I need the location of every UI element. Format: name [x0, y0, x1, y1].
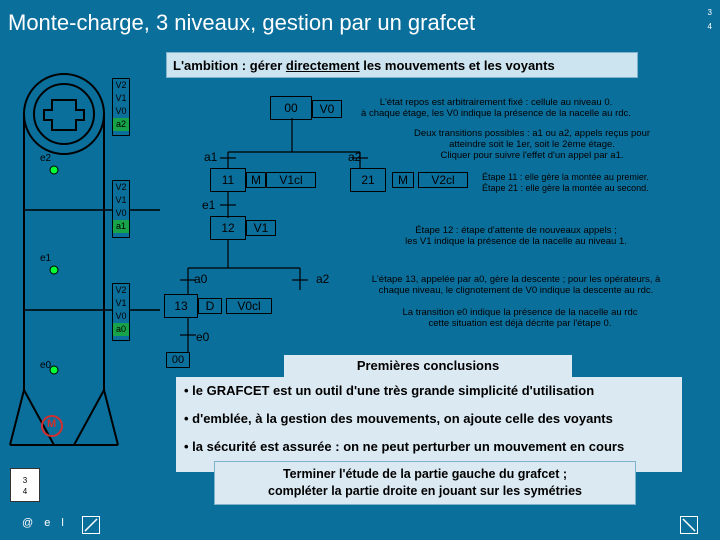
- indicator-v0: V0: [115, 106, 127, 116]
- note-line: Étape 12 : étape d'attente de nouveaux appels ;: [415, 225, 617, 236]
- ambition-prefix: L'ambition : gérer: [173, 58, 286, 73]
- call-button-a0[interactable]: a0: [113, 323, 129, 336]
- note-step13: [346, 274, 686, 296]
- finish-line: Terminer l'étude de la partie gauche du grafcet ;: [282, 467, 568, 481]
- bottom-bar: [0, 511, 720, 540]
- page-thumbnail[interactable]: [10, 468, 40, 502]
- indicator-v1: V1: [115, 93, 127, 103]
- nav-prev-icon[interactable]: [82, 516, 100, 534]
- sensor-label-e2: e2: [40, 153, 52, 164]
- step-00-action: V0: [312, 100, 342, 118]
- footer-logo[interactable]: @ e l: [22, 517, 68, 529]
- indicator-v1: V1: [115, 195, 127, 205]
- conclusions-box: [176, 377, 682, 472]
- step-11[interactable]: 11: [210, 168, 246, 192]
- step-11-motor: M: [246, 172, 266, 188]
- sensor-label-e1: e1: [40, 253, 52, 264]
- note-step11: [482, 172, 690, 194]
- ambition-underlined: directement: [285, 58, 360, 73]
- note-line: atteindre soit le 1er, soit le 2ème étage.: [449, 139, 615, 150]
- note-line: Deux transitions possibles : a1 ou a2, appels reçus pour: [413, 128, 651, 139]
- note-line: L'étape 13, appelée par a0, gère la descente ; pour les opérateurs, à: [371, 274, 661, 285]
- step-13-action: V0cl: [226, 298, 272, 314]
- indicator-v2: V2: [115, 80, 127, 90]
- transition-e1: e1: [202, 198, 216, 212]
- step-21[interactable]: 21: [350, 168, 386, 192]
- step-13[interactable]: 13: [164, 294, 198, 318]
- note-line: Étape 11 : elle gère la montée au premier.: [482, 172, 649, 182]
- ambition-suffix: les mouvements et les voyants: [359, 58, 555, 73]
- indicator-v2: V2: [115, 182, 127, 192]
- conclusion-item: • la sécurité est assurée : on ne peut perturber un mouvement en cours: [184, 439, 625, 454]
- call-button-a2[interactable]: a2: [113, 118, 129, 131]
- indicator-v0: V0: [115, 311, 127, 321]
- note-line: L'état repos est arbitrairement fixé : cellule au niveau 0.: [379, 97, 613, 108]
- note-line: Étape 21 : elle gère la montée au second.: [482, 183, 649, 193]
- note-transitions: [386, 128, 678, 161]
- note-line: cette situation est déjà décrite par l'étape 0.: [428, 318, 612, 329]
- step-12-action: V1: [246, 220, 276, 236]
- indicator-v1: V1: [115, 298, 127, 308]
- nav-next-icon[interactable]: [680, 516, 698, 534]
- transition-e0: e0: [196, 330, 210, 344]
- step-21-motor: M: [392, 172, 414, 188]
- step-13-descend: D: [198, 298, 222, 314]
- finish-line: compléter la partie droite en jouant sur les symétries: [268, 484, 582, 498]
- note-line: Cliquer pour suivre l'effet d'un appel par a1.: [440, 150, 624, 161]
- note-step12: [346, 225, 686, 247]
- step-00-return[interactable]: 00: [166, 352, 190, 368]
- indicator-v2: V2: [115, 285, 127, 295]
- note-rest-state: [360, 97, 632, 119]
- call-button-a1[interactable]: a1: [113, 220, 129, 233]
- page-title: Monte-charge, 3 niveaux, gestion par un grafcet: [8, 10, 476, 35]
- page-number-top: 3: [707, 8, 712, 17]
- transition-a2-bottom: a2: [316, 272, 330, 286]
- conclusion-item: • le GRAFCET est un outil d'une très grande simplicité d'utilisation: [184, 383, 595, 398]
- transition-a1: a1: [204, 150, 218, 164]
- step-21-action: V2cl: [418, 172, 468, 188]
- thumb-number-top: 3: [22, 476, 28, 485]
- conclusion-item: • d'emblée, à la gestion des mouvements, on ajoute celle des voyants: [184, 411, 613, 426]
- note-line: chaque niveau, le clignotement de V0 indique la descente au rdc.: [378, 285, 654, 296]
- transition-a2-top: a2: [348, 150, 362, 164]
- step-00[interactable]: 00: [270, 96, 312, 120]
- note-line: à chaque étage, les V0 indique la présence de la nacelle au rdc.: [361, 108, 631, 119]
- conclusions-title: Premières conclusions: [284, 355, 572, 377]
- indicator-v0: V0: [115, 208, 127, 218]
- sensor-label-e0: e0: [40, 360, 52, 371]
- finish-instructions: [214, 461, 636, 505]
- motor-label: M: [47, 418, 57, 430]
- note-line: les V1 indique la présence de la nacelle au niveau 1.: [405, 236, 627, 247]
- thumb-number-bottom: 4: [22, 487, 28, 496]
- note-e0: [350, 307, 690, 329]
- step-11-action: V1cl: [266, 172, 316, 188]
- transition-a0: a0: [194, 272, 208, 286]
- note-line: La transition e0 indique la présence de la nacelle au rdc: [402, 307, 638, 318]
- step-12[interactable]: 12: [210, 216, 246, 240]
- page-number-bottom: 4: [707, 22, 712, 31]
